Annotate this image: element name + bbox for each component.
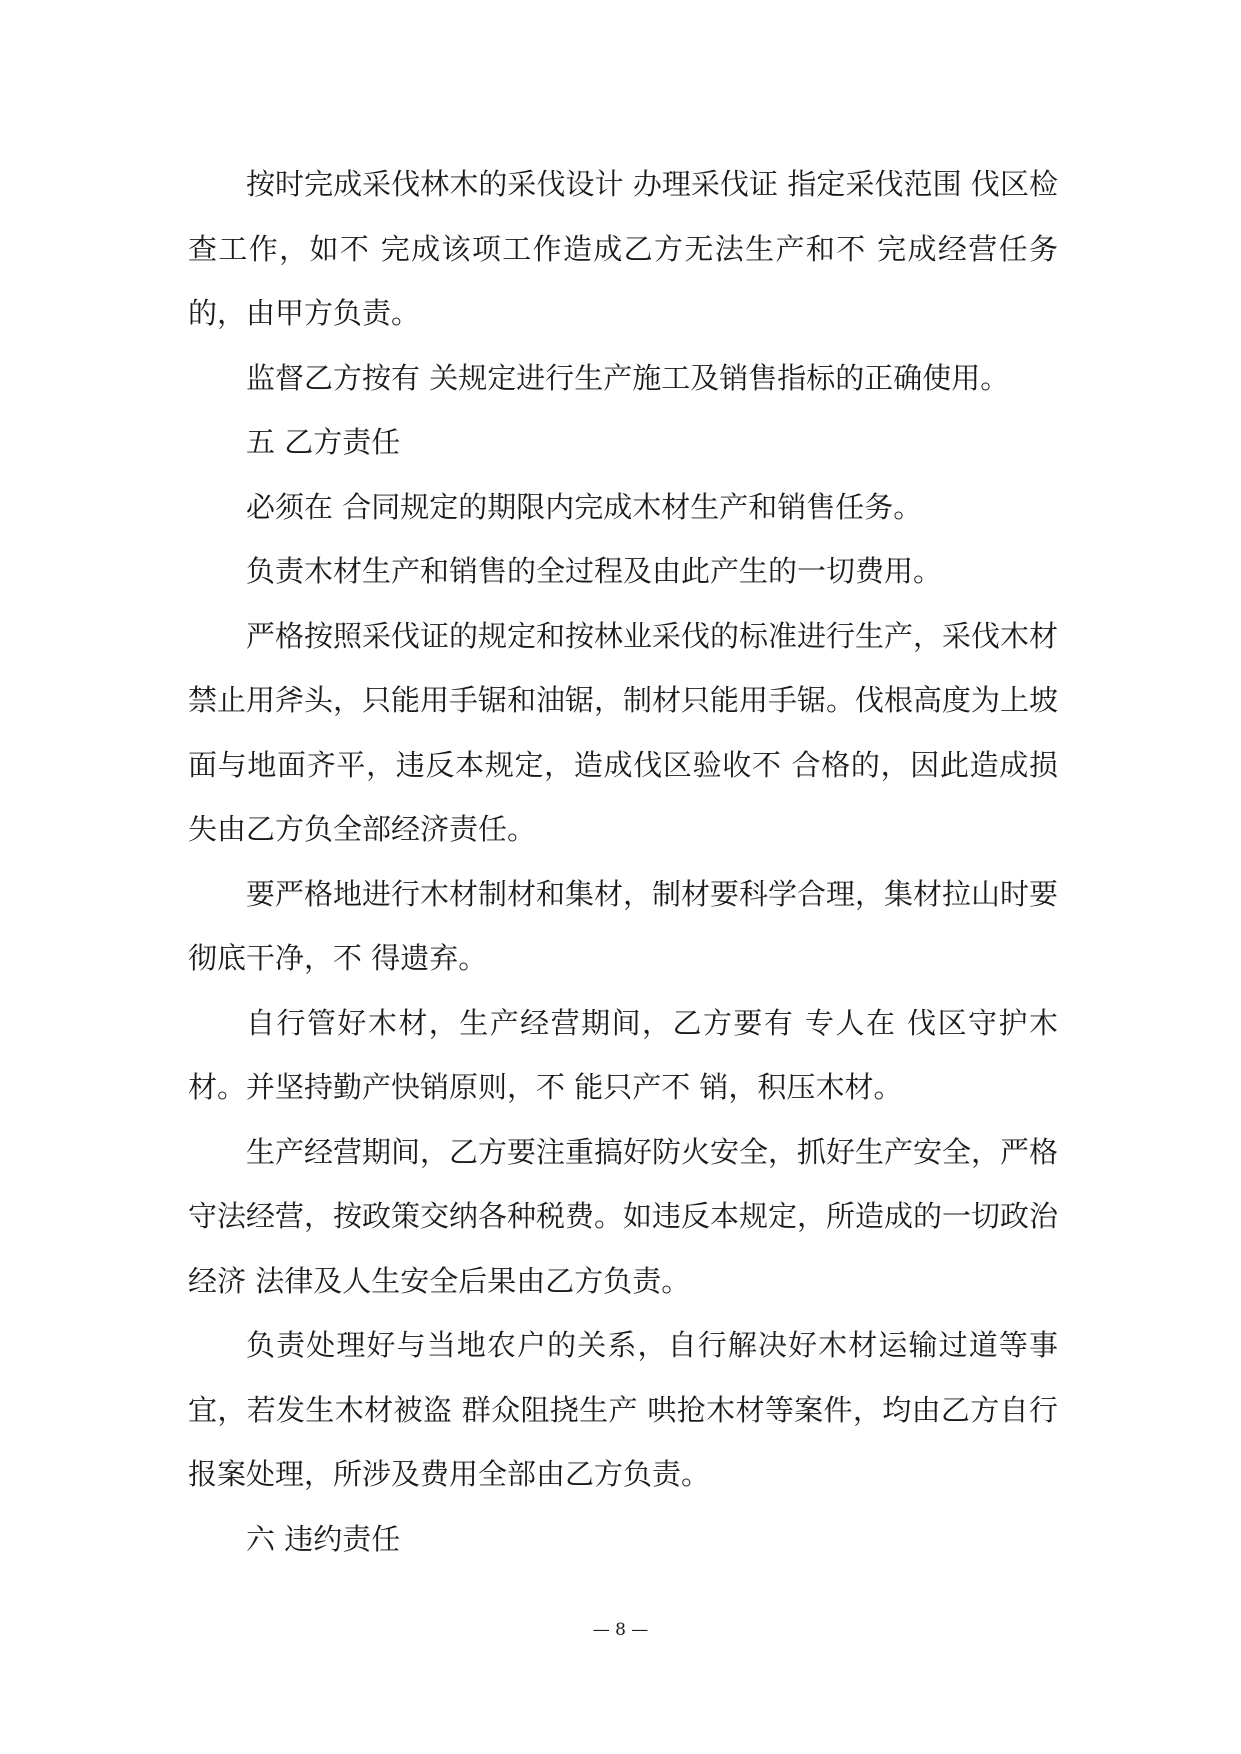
paragraph: 生产经营期间，乙方要注重搞好防火安全，抓好生产安全，严格守法经营，按政策交纳各种税费。如违反本规定，所造成的一切政治经济 法律及人生安全后果由乙方负责。: [188, 1134, 1059, 1298]
paragraph: 按时完成采伐林木的采伐设计 办理采伐证 指定采伐范围 伐区检查工作，如不 完成该项工作造成乙方无法生产和不 完成经营任务的，由甲方负责。: [188, 167, 1058, 330]
paragraph: 监督乙方按有 关规定进行生产施工及销售指标的正确使用。: [246, 360, 1010, 395]
paragraph: 要严格地进行木材制材和集材，制材要科学合理，集材拉山时要彻底干净，不 得遗弃。: [188, 876, 1059, 975]
paragraph: 自行管好木材，生产经营期间，乙方要有 专人在 伐区守护木材。并坚持勤产快销原则，不 能只产不 销，积压木材。: [188, 1005, 1058, 1104]
paragraph: 必须在 合同规定的期限内完成木材生产和销售任务。: [246, 489, 923, 524]
page-number: — 8 —: [592, 1620, 649, 1640]
body-text: [188, 152, 1058, 1571]
section-heading: 六 违约责任: [246, 1521, 401, 1556]
paragraph: 负责处理好与当地农户的关系，自行解决好木材运输过道等事宜，若发生木材被盗 群众阻挠生产 哄抢木材等案件，均由乙方自行报案处理，所涉及费用全部由乙方负责。: [188, 1328, 1058, 1491]
paragraph: 严格按照采伐证的规定和按林业采伐的标准进行生产，采伐木材禁止用斧头，只能用手锯和油锯，制材只能用手锯。伐根高度为上坡面与地面齐平，违反本规定，造成伐区验收不 合格的，因此造成损失由乙方负全部经济责任。: [188, 618, 1059, 846]
section-heading: 五 乙方责任: [246, 425, 401, 459]
paragraph: 负责木材生产和销售的全过程及由此产生的一切费用。: [246, 554, 943, 588]
